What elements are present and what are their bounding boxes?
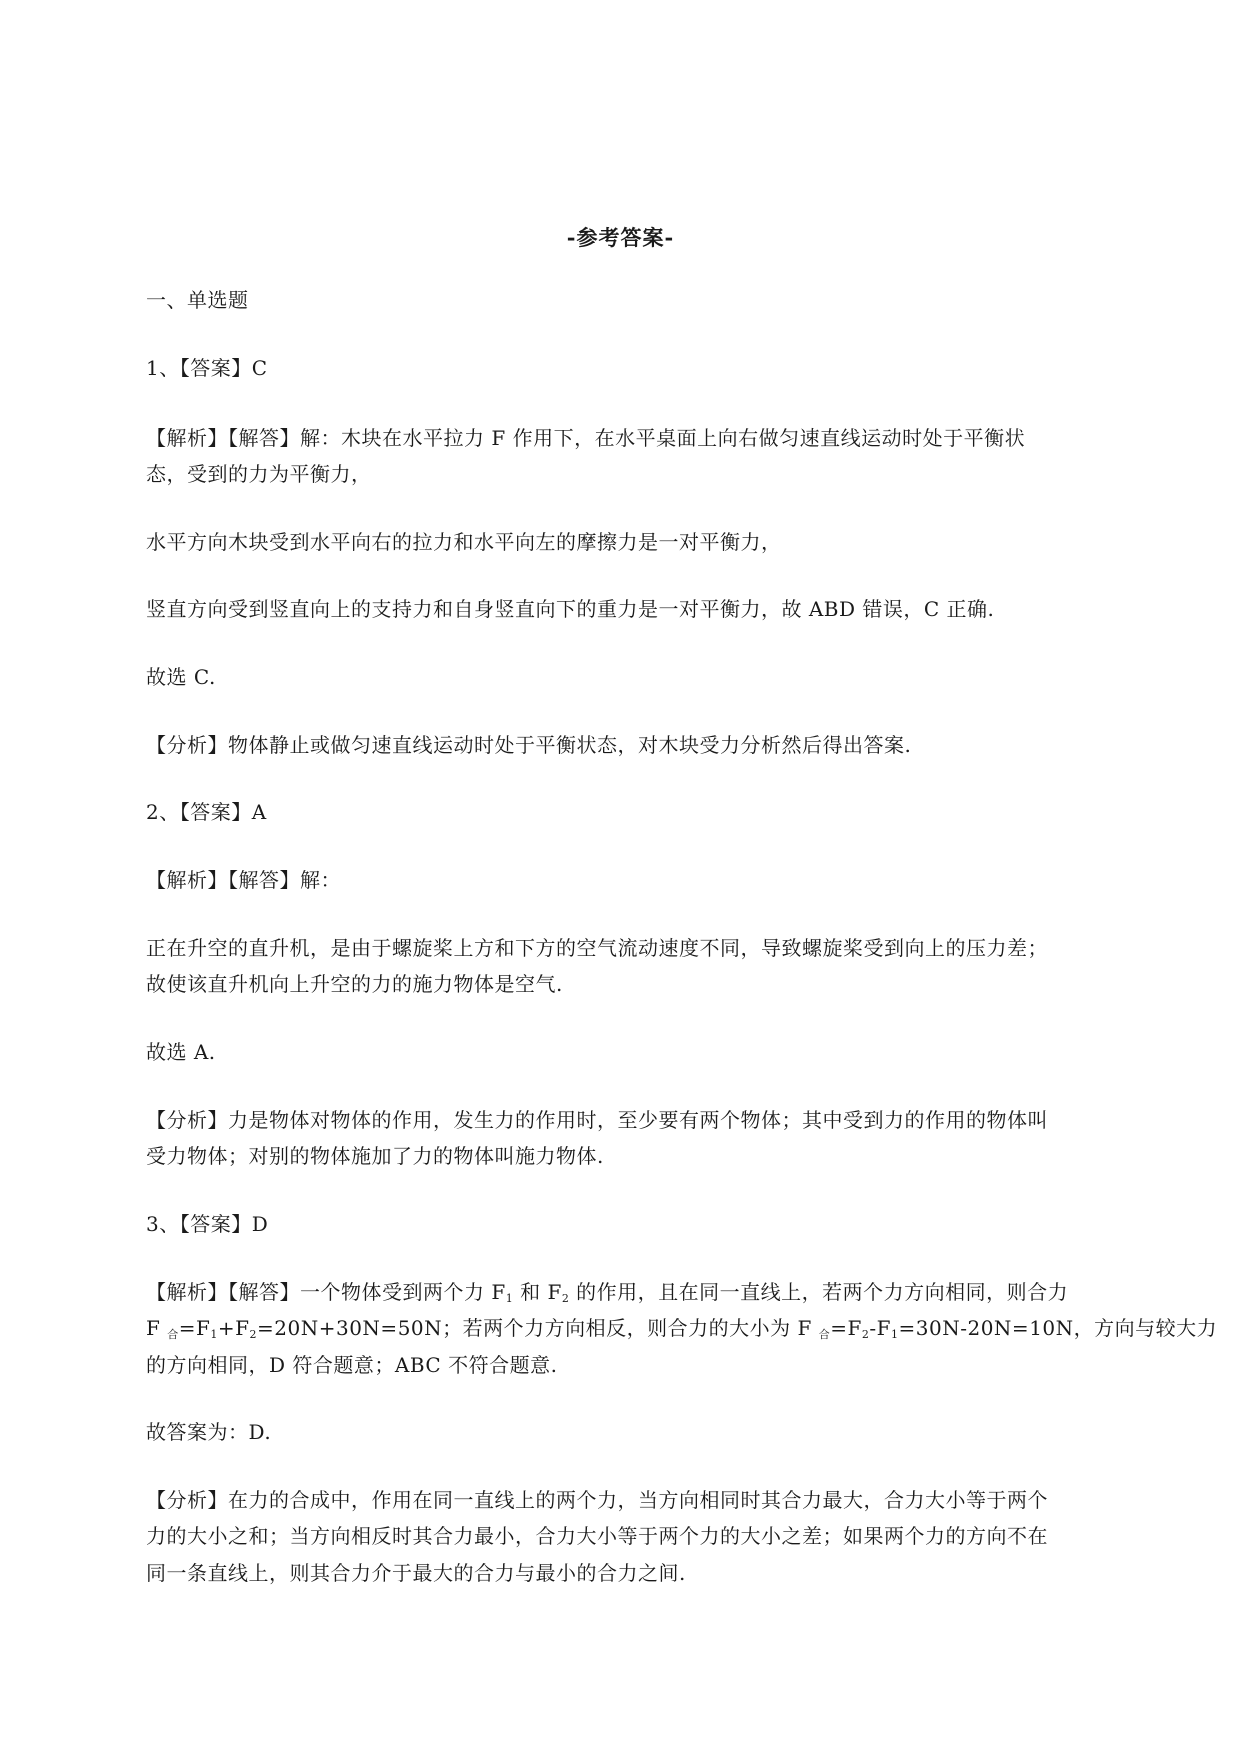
subscript: 2 [249,1328,258,1341]
section-heading: 一、单选题 [146,288,249,312]
subscript: 1 [505,1292,514,1305]
text-run: 和 F [513,1280,562,1304]
q2-analysis: 【解析】【解答】解： [146,868,341,892]
q3-analysis-line-3: 的方向相同，D 符合题意；ABC 不符合题意. [146,1353,558,1377]
q1-answer: 1、【答案】C [146,356,268,380]
subscript: 1 [210,1328,218,1341]
text-run: 【解析】【解答】一个物体受到两个力 F [146,1280,506,1304]
text-run: F [146,1316,168,1340]
q2-fenxi-line-2: 受力物体；对别的物体施加了力的物体叫施力物体. [146,1144,604,1168]
q3-fenxi-line-2: 力的大小之和；当方向相反时其合力最小，合力大小等于两个力的大小之差；如果两个力的方向不在 [146,1524,1048,1548]
q3-analysis-line-1 [146,1278,1146,1306]
q3-analysis-line-2 [146,1314,1218,1342]
q2-paragraph-line-2: 故使该直升机向上升空的力的施力物体是空气. [146,972,563,996]
subscript: 合 [167,1328,179,1341]
q1-paragraph-3: 竖直方向受到竖直向上的支持力和自身竖直向下的重力是一对平衡力，故 ABD 错误，C 正确. [146,597,995,621]
subscript: 1 [891,1328,899,1341]
q2-fenxi-line-1: 【分析】力是物体对物体的作用，发生力的作用时，至少要有两个物体；其中受到力的作用的物体叫 [146,1108,1048,1132]
q2-paragraph-line-1: 正在升空的直升机，是由于螺旋桨上方和下方的空气流动速度不同，导致螺旋桨受到向上的压力差； [146,936,1048,960]
q1-analysis-line-2: 态，受到的力为平衡力， [146,462,372,486]
text-run: =F [830,1316,862,1340]
text-run: =20N+30N=50N；若两个力方向相反，则合力的大小为 F [257,1316,819,1340]
q2-answer: 2、【答案】A [146,800,267,824]
q3-choice: 故答案为：D. [146,1420,272,1444]
q1-analysis-line-1: 【解析】【解答】解：木块在水平拉力 F 作用下，在水平桌面上向右做匀速直线运动时处于平衡状 [146,426,1026,450]
text-run: -F [869,1316,892,1340]
text-run: =F [178,1316,211,1340]
q1-paragraph-2: 水平方向木块受到水平向右的拉力和水平向左的摩擦力是一对平衡力， [146,530,782,554]
q3-fenxi-line-3: 同一条直线上，则其合力介于最大的合力与最小的合力之间. [146,1561,686,1585]
subscript: 2 [561,1292,570,1305]
page-title: -参考答案- [566,225,675,250]
q1-fenxi: 【分析】物体静止或做匀速直线运动时处于平衡状态，对木块受力分析然后得出答案. [146,733,912,757]
q3-answer: 3、【答案】D [146,1212,269,1236]
q3-fenxi-line-1: 【分析】在力的合成中，作用在同一直线上的两个力，当方向相同时其合力最大，合力大小等于两个 [146,1488,1048,1512]
q1-choice: 故选 C. [146,665,216,689]
text-run: 的作用，且在同一直线上，若两个力方向相同，则合力 [569,1280,1069,1304]
text-run: =30N-20N=10N，方向与较大力 [898,1316,1218,1340]
q2-choice: 故选 A. [146,1040,216,1064]
subscript: 合 [818,1328,831,1341]
subscript: 2 [861,1328,870,1341]
text-run: +F [217,1316,250,1340]
